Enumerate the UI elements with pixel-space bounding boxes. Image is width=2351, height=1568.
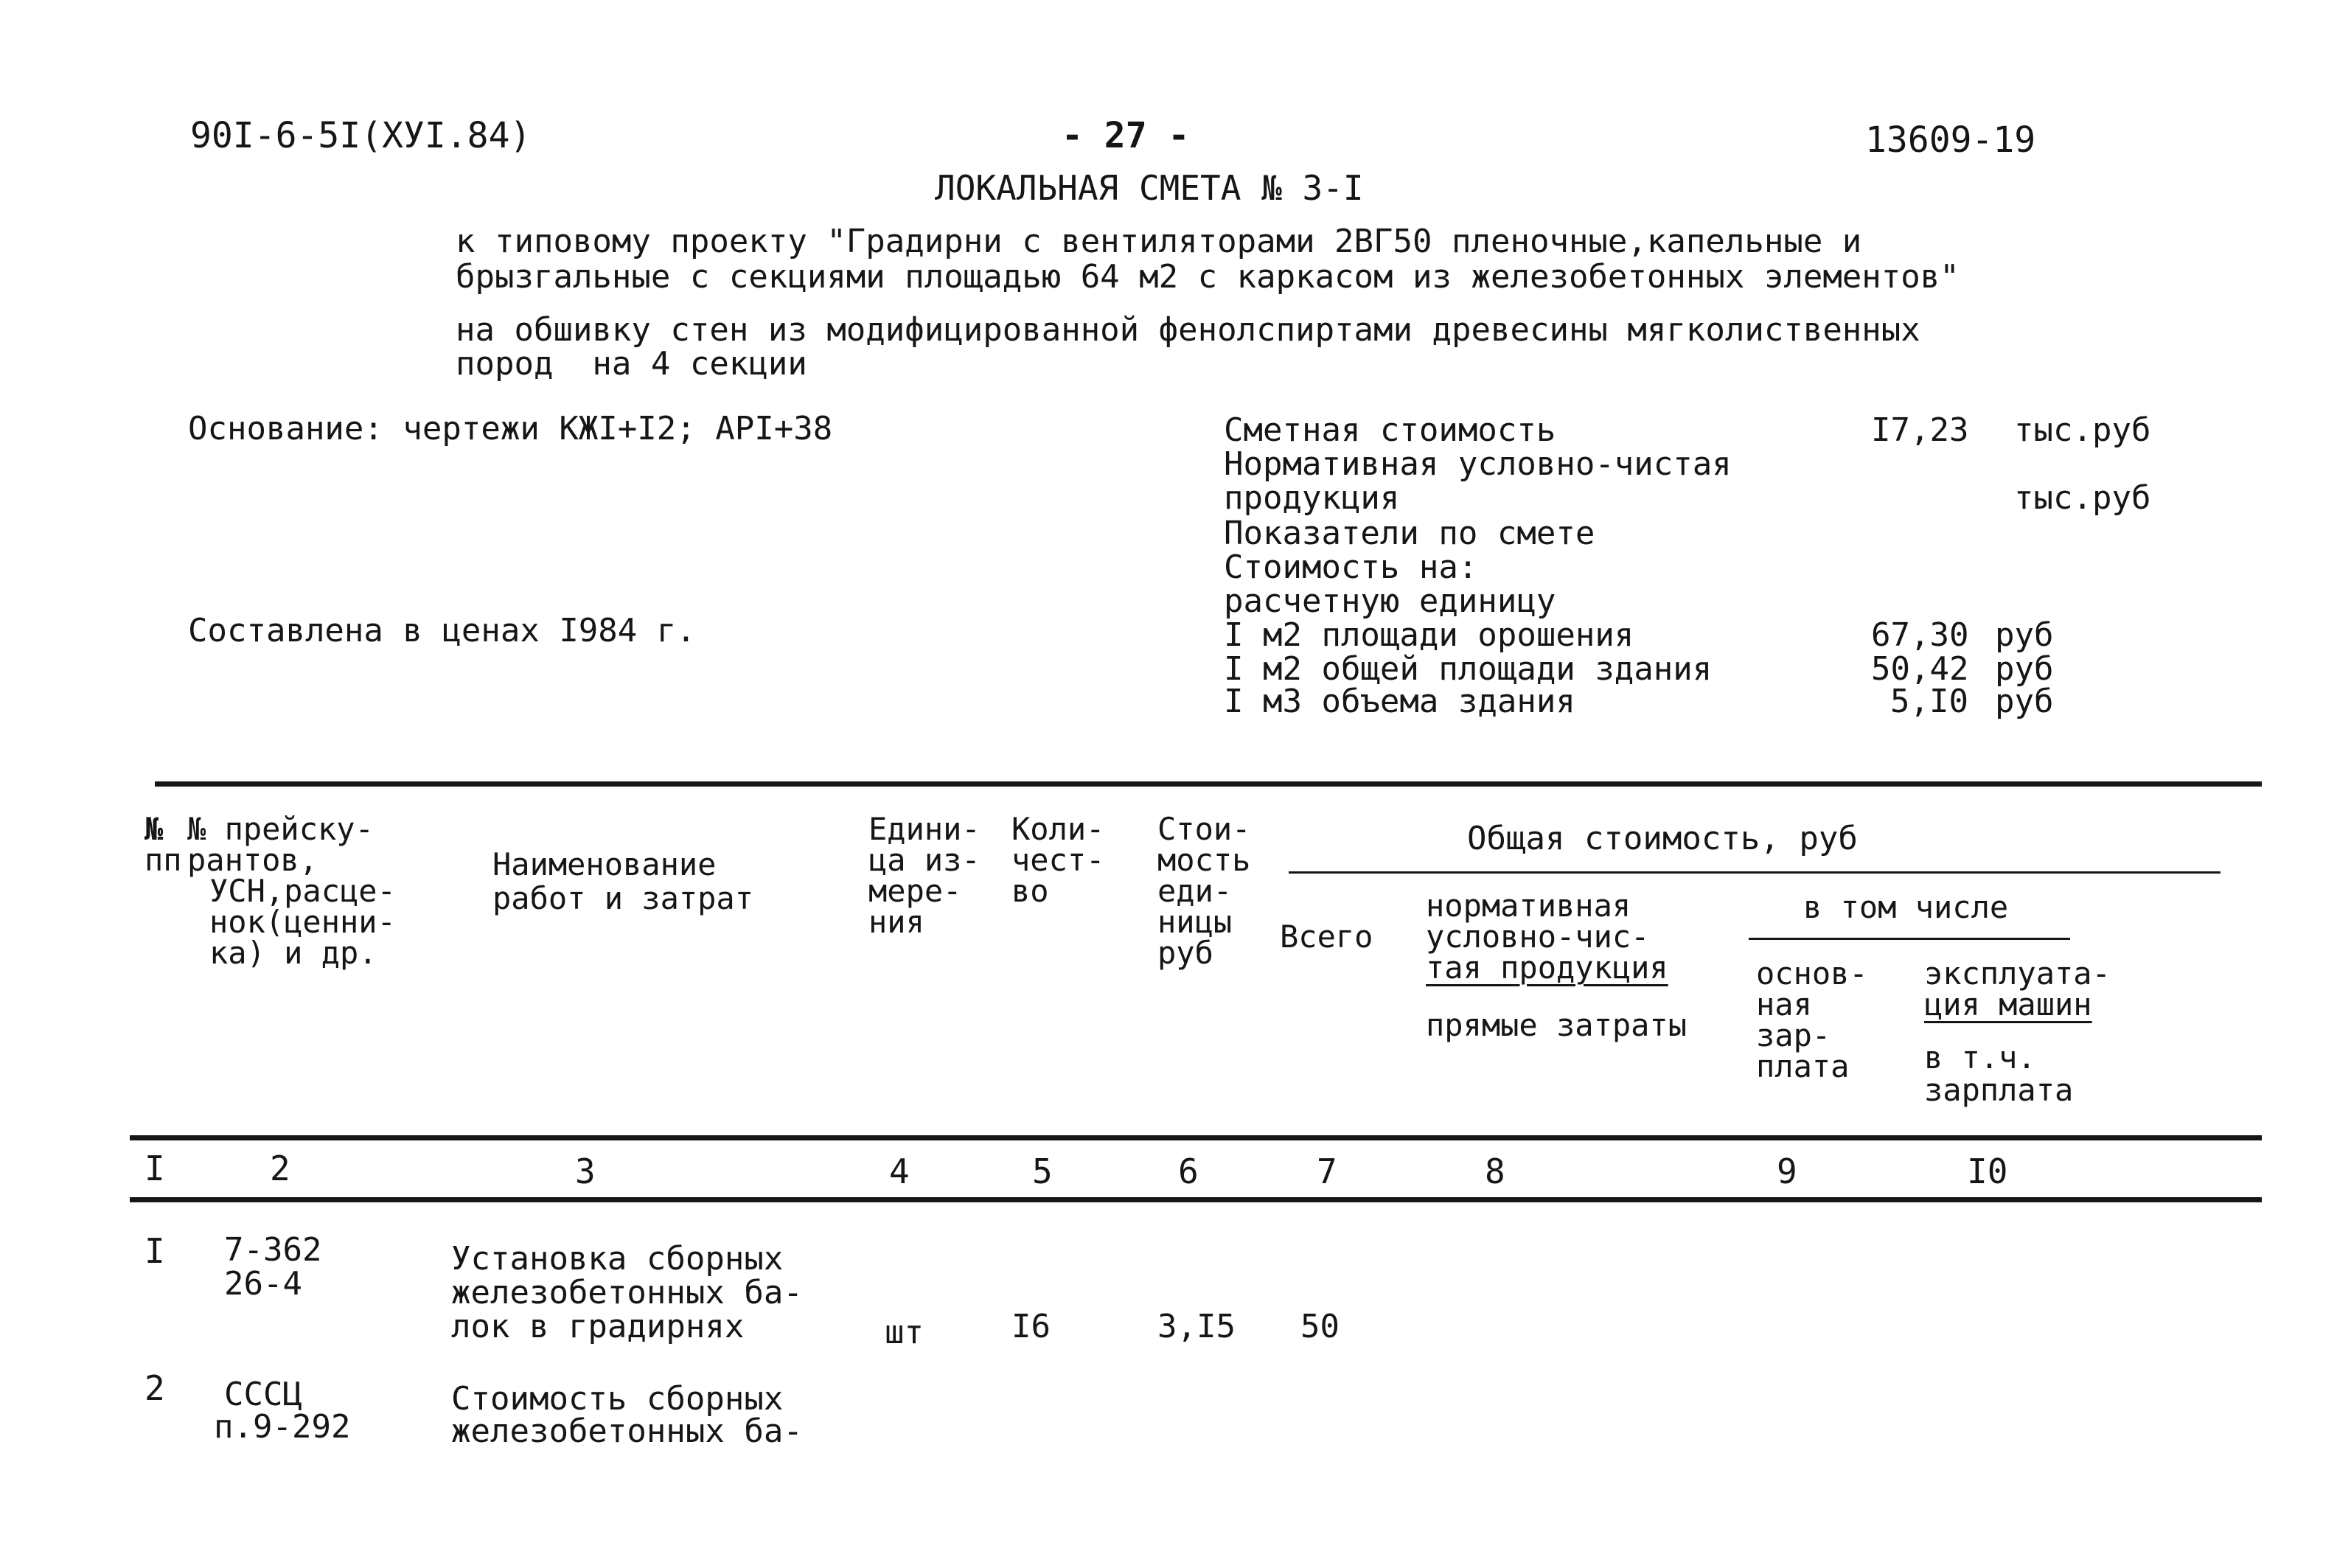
row-unit: шт	[885, 1314, 924, 1351]
calc-unit-label: расчетную единицу	[1224, 582, 1556, 620]
indicator-row-label: I м2 площади орошения	[1224, 616, 1634, 654]
header-col-10-line: ция машин	[1924, 986, 2092, 1022]
doc-code: 90I-6-5I(XУI.84)	[190, 115, 532, 156]
subtitle-line-1: к типовому проекту "Градирни с вентиляторами 2ВГ50 пленочные,капельные и	[456, 223, 1862, 260]
column-number: 4	[889, 1151, 910, 1191]
header-col-5-line: во	[1011, 873, 1049, 909]
table-header-rule	[130, 1135, 2262, 1140]
header-col-6-line: мость	[1157, 842, 1251, 878]
header-col-10-line: зарплата	[1924, 1072, 2074, 1108]
indicator-row-label: I м2 общей площади здания	[1224, 650, 1713, 688]
header-col-5-line: Коли-	[1011, 811, 1105, 847]
header-col-8-line: условно-чис-	[1426, 919, 1650, 955]
header-col-4-line: ния	[868, 904, 924, 940]
header-col-10-line: в т.ч.	[1924, 1039, 2036, 1076]
subtitle-line-2: брызгальные с секциями площадью 64 м2 с каркасом из железобетонных элементов"	[456, 258, 1960, 296]
header-col-9-line: зар-	[1756, 1017, 1831, 1053]
header-col-6-line: ницы	[1157, 904, 1233, 940]
row-code: СССЦ	[224, 1376, 302, 1413]
header-col-9-line: плата	[1756, 1048, 1850, 1084]
header-col-4-line: Едини-	[868, 811, 981, 847]
estimated-cost-label: Сметная стоимость	[1224, 411, 1556, 449]
header-col-3-line: работ и затрат	[492, 880, 754, 916]
indicator-row-unit: руб	[1995, 683, 2054, 720]
row-code: 7-362	[224, 1231, 322, 1269]
row-name: железобетонных ба-	[451, 1274, 803, 1311]
doc-number: 13609-19	[1865, 119, 2036, 161]
header-col-4-line: мере-	[868, 873, 962, 909]
normative-unit: тыс.руб	[2014, 479, 2151, 517]
header-col-8-line: нормативная	[1426, 888, 1631, 924]
header-col-6-line: еди-	[1157, 873, 1233, 909]
column-number: 9	[1777, 1151, 1797, 1191]
page-number: - 27 -	[1062, 115, 1190, 156]
column-number: 5	[1032, 1151, 1053, 1191]
row-name: Стоимость сборных	[451, 1380, 784, 1418]
estimated-cost-value: I7,23	[1871, 411, 1969, 449]
table-number-rule	[130, 1197, 2262, 1202]
header-col-3-line: Наименование	[492, 846, 717, 882]
row-name: лок в градирнях	[451, 1308, 745, 1345]
table-top-rule	[155, 781, 2262, 787]
column-number: I	[144, 1149, 165, 1188]
row-number: 2	[144, 1368, 165, 1408]
header-col-5-line: чест-	[1011, 842, 1105, 878]
column-number: 2	[270, 1149, 290, 1188]
normative-label-2: продукция	[1224, 479, 1400, 517]
header-col-2-line: нок(ценни-	[209, 904, 396, 940]
header-col-6-line: Стои-	[1157, 811, 1251, 847]
header-col-4-line: ца из-	[868, 842, 981, 878]
header-col-9-line: основ-	[1756, 955, 1868, 992]
row-number: I	[144, 1231, 165, 1271]
row-unit-cost: 3,I5	[1157, 1308, 1236, 1345]
header-in-that-number: в том числе	[1803, 889, 2009, 925]
row-name: Установка сборных	[451, 1240, 784, 1278]
header-col-1-line: №	[144, 811, 164, 847]
indicator-row-value: 67,30	[1871, 616, 1969, 654]
indicator-row-value: 5,I0	[1890, 683, 1968, 720]
cost-per-label: Стоимость на:	[1224, 548, 1478, 586]
basis: Основание: чертежи КЖI+I2; АРI+38	[188, 410, 833, 447]
row-qty: I6	[1011, 1308, 1051, 1345]
column-number: 7	[1317, 1151, 1337, 1191]
header-total-cost: Общая стоимость, руб	[1467, 820, 1858, 857]
header-col-1-line: пп	[144, 842, 182, 878]
subtitle-line-4: пород на 4 секции	[456, 345, 807, 383]
header-rule	[1749, 938, 2070, 940]
subtitle-line-3: на обшивку стен из модифицированной фенолспиртами древесины мягколиственных	[456, 311, 1920, 349]
normative-label-1: Нормативная условно-чистая	[1224, 445, 1732, 483]
header-col-10-line: эксплуата-	[1924, 955, 2111, 992]
column-number: 8	[1485, 1151, 1505, 1191]
header-col-2-line: ка) и др.	[209, 935, 377, 971]
header-col-6-line: руб	[1157, 935, 1213, 971]
row-name: железобетонных ба-	[451, 1412, 803, 1450]
indicator-row-unit: руб	[1995, 650, 2054, 688]
prices-year: Составлена в ценах I984 г.	[188, 612, 696, 649]
row-code: п.9-292	[214, 1408, 351, 1446]
column-number: 3	[575, 1151, 596, 1191]
header-col-9-line: ная	[1756, 986, 1812, 1022]
estimated-cost-unit: тыс.руб	[2014, 411, 2151, 449]
header-col-2-line: УСН,расце-	[209, 873, 396, 909]
header-col-8-line: прямые затраты	[1426, 1007, 1688, 1043]
indicator-row-value: 50,42	[1871, 650, 1969, 688]
column-number: 6	[1178, 1151, 1199, 1191]
header-col-8-line: тая продукция	[1426, 949, 1668, 986]
header-col-2-line: рантов,	[187, 842, 318, 878]
indicators-label: Показатели по смете	[1224, 515, 1595, 552]
indicator-row-label: I м3 объема здания	[1224, 683, 1575, 720]
indicator-row-unit: руб	[1995, 616, 2054, 654]
page-title: ЛОКАЛЬНАЯ СМЕТА № 3-I	[935, 168, 1364, 208]
row-total: 50	[1300, 1308, 1340, 1345]
header-rule	[1289, 871, 2221, 874]
column-number: I0	[1967, 1151, 2008, 1191]
header-col-7: Всего	[1280, 919, 1373, 955]
row-code: 26-4	[224, 1265, 302, 1303]
header-col-2-line: № прейску-	[187, 811, 374, 847]
